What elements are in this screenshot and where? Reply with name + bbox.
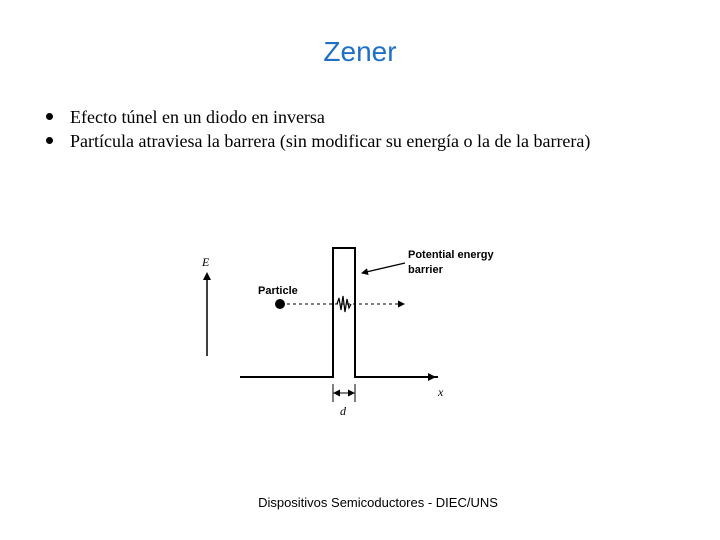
tunneling-diagram-svg	[190, 238, 520, 428]
barrier-label-line2: barrier	[408, 264, 443, 276]
slide-footer: Dispositivos Semicoductores - DIEC/UNS	[258, 495, 498, 510]
bullet-text: Partícula atraviesa la barrera (sin modificar su energía o la de la barrera)	[70, 131, 591, 151]
bullet-item	[42, 129, 662, 153]
bullet-list	[42, 105, 662, 153]
bullet-text: Efecto túnel en un diodo en inversa	[70, 107, 325, 127]
energy-axis-label: E	[202, 255, 210, 269]
slide-title: Zener	[323, 36, 397, 67]
barrier-label-line1: Potential energy	[408, 249, 494, 261]
bullet-dot-icon	[46, 113, 53, 120]
tunneling-diagram	[190, 238, 520, 428]
particle-label: Particle	[258, 285, 298, 297]
bullet-dot-icon	[46, 137, 53, 144]
particle-dot	[275, 299, 285, 309]
barrier-pointer-arrow	[362, 263, 405, 273]
bullet-item	[42, 105, 662, 129]
x-axis-label: x	[438, 385, 444, 399]
width-label: d	[340, 404, 346, 418]
